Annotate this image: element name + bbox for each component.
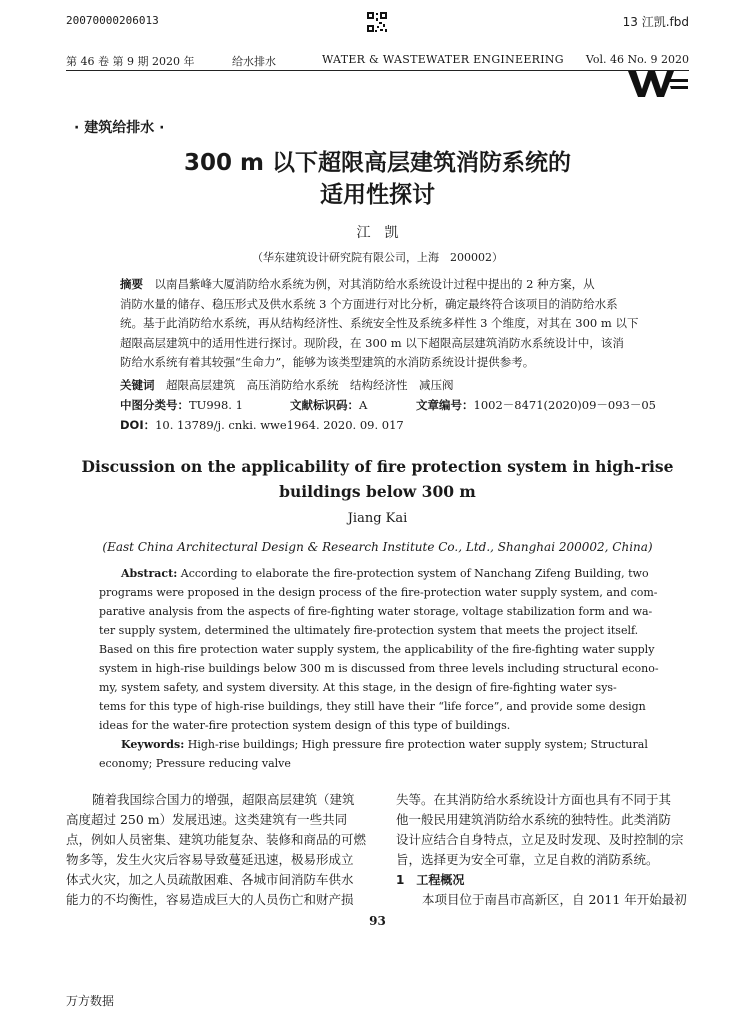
abstract-en-line: programs were proposed in the design process of the fire-protection water supply system, and com- — [99, 586, 658, 599]
abstract-cn-line: 超限高层建筑中的适用性进行探讨。现阶段，在 300 m 以下超限高层建筑消防水系统设计中，该消 — [120, 335, 624, 350]
keywords-cn — [120, 377, 454, 393]
body-line: 本项目位于南昌市高新区，自 2011 年开始最初 — [422, 892, 687, 907]
body-line: 设计应结合自身特点，立足及时发现、及时控制的宗 — [396, 832, 684, 847]
body-line: 体式火灾，加之人员疏散困难、各城市间消防车供水 — [66, 872, 354, 887]
abstract-cn-line: 统。基于此消防给水系统，再从结构经济性、系统安全性及系统多样性 3 个维度，对其在 300 m 以下 — [120, 316, 639, 330]
article-number-label: 文章编号： — [416, 398, 474, 412]
title-en-line2: buildings below 300 m — [279, 482, 476, 501]
abstract-en-line: ideas for the water-fire protection system design of this type of buildings. — [99, 719, 511, 732]
qr-code-icon — [366, 11, 388, 33]
keywords-en-label: Keywords: — [121, 738, 185, 751]
body-line: 高度超过 250 m）发展迅速。这类建筑有一些共同 — [66, 812, 348, 827]
abstract-en-line: parative analysis from the aspects of fire-fighting water storage, voltage stabilization form and wa- — [99, 605, 653, 618]
document-id: 20070000206013 — [66, 14, 159, 27]
journal-logo-icon — [628, 71, 688, 98]
title-cn-line2: 适用性探讨 — [320, 182, 435, 208]
header-rule — [66, 70, 689, 71]
body-line: 点，例如人员密集、建筑功能复杂、装修和商品的可燃 — [66, 832, 367, 847]
abstract-en-line: Based on this fire protection water supply system, the applicability of the fire-fighting water supply — [99, 643, 655, 656]
abstract-cn-label: 摘要 — [120, 277, 143, 291]
clc-label: 中图分类号： — [120, 398, 189, 412]
abstract-cn-line: 防给水系统有着其较强“生命力”，能够为该类型建筑的水消防系统设计提供参考。 — [120, 355, 535, 369]
abstract-en-line: ter supply system, determined the ultimately fire-protection system that meets the project itself. — [99, 624, 639, 637]
source-watermark: 万方数据 — [66, 994, 115, 1008]
volume-info: Vol. 46 No. 9 2020 — [585, 53, 689, 66]
issue-info: 第 46 卷 第 9 期 2020 年 — [66, 55, 195, 68]
abstract-en-label: Abstract: — [121, 567, 178, 580]
title-en-line1: Discussion on the applicability of fire protection system in high-rise — [81, 457, 674, 476]
abstract-en-line: tems for this type of high-rise buildings, they still have their “life force”, and provide some design — [99, 700, 646, 713]
abstract-en-line: system in high-rise buildings below 300 m is discussed from three levels including structural econo- — [99, 662, 659, 675]
section-label: · 建筑给排水 · — [74, 120, 165, 136]
document-code — [290, 397, 367, 413]
keywords-cn-label: 关键词 — [120, 378, 155, 392]
abstract-en-line: my, system safety, and system diversity. At this stage, in the design of fire-fighting water sys- — [99, 681, 617, 694]
section-heading: 1 工程概况 — [396, 873, 465, 887]
journal-name-cn: 给水排水 — [232, 55, 276, 68]
clc-value: TU998. 1 — [189, 398, 243, 412]
author-en: Jiang Kai — [347, 511, 408, 526]
page-number: 93 — [369, 914, 386, 928]
clc-number — [120, 397, 243, 413]
body-line: 能力的不均衡性，容易造成巨大的人员伤亡和财产损 — [66, 892, 354, 907]
doi — [120, 417, 404, 433]
body-right-column — [396, 790, 690, 910]
article-number-value: 1002－8471(2020)09－093－05 — [473, 398, 656, 412]
body-line: 物多等，发生火灾后容易导致蔓延迅速，极易形成立 — [66, 852, 354, 867]
body-line: 他一般民用建筑消防给水系统的独特性。此类消防 — [396, 812, 672, 827]
article-number — [416, 397, 656, 413]
abstract-en — [99, 564, 689, 773]
doi-value: 10. 13789/j. cnki. wwe1964. 2020. 09. 017 — [155, 418, 404, 432]
affiliation-en: (East China Architectural Design & Research Institute Co., Ltd., Shanghai 200002, China) — [102, 540, 653, 554]
affiliation-cn: （华东建筑设计研究院有限公司，上海 200002） — [252, 251, 503, 264]
journal-name-en: WATER & WASTEWATER ENGINEERING — [322, 53, 564, 66]
file-name: 13 江凯.fbd — [622, 15, 689, 29]
author-cn: 江 凯 — [356, 225, 399, 241]
abstract-en-line: According to elaborate the fire-protection system of Nanchang Zifeng Building, two — [180, 567, 649, 580]
body-line: 失等。在其消防给水系统设计方面也具有不同于其 — [396, 792, 672, 807]
body-left-column — [66, 790, 366, 910]
body-line: 随着我国综合国力的增强，超限高层建筑（建筑 — [92, 792, 355, 807]
abstract-cn — [120, 275, 690, 373]
keywords-cn-value: 超限高层建筑 高压消防给水系统 结构经济性 减压阀 — [166, 378, 454, 392]
keywords-en-line: economy; Pressure reducing valve — [99, 757, 291, 770]
document-code-value: A — [359, 398, 368, 412]
abstract-cn-line: 以南昌紫峰大厦消防给水系统为例，对其消防给水系统设计过程中提出的 2 种方案，从 — [154, 277, 595, 291]
abstract-cn-line: 消防水量的储存、稳压形式及供水系统 3 个方面进行对比分析，确定最终符合该项目的消防给水系 — [120, 296, 618, 311]
title-cn-line1: 300 m 以下超限高层建筑消防系统的 — [184, 150, 571, 176]
body-line: 旨，选择更为安全可靠，立足自救的消防系统。 — [396, 852, 659, 867]
keywords-en-line: High-rise buildings; High pressure fire protection water supply system; Structural — [187, 738, 648, 751]
document-code-label: 文献标识码： — [290, 398, 359, 412]
doi-label: DOI： — [120, 418, 156, 432]
